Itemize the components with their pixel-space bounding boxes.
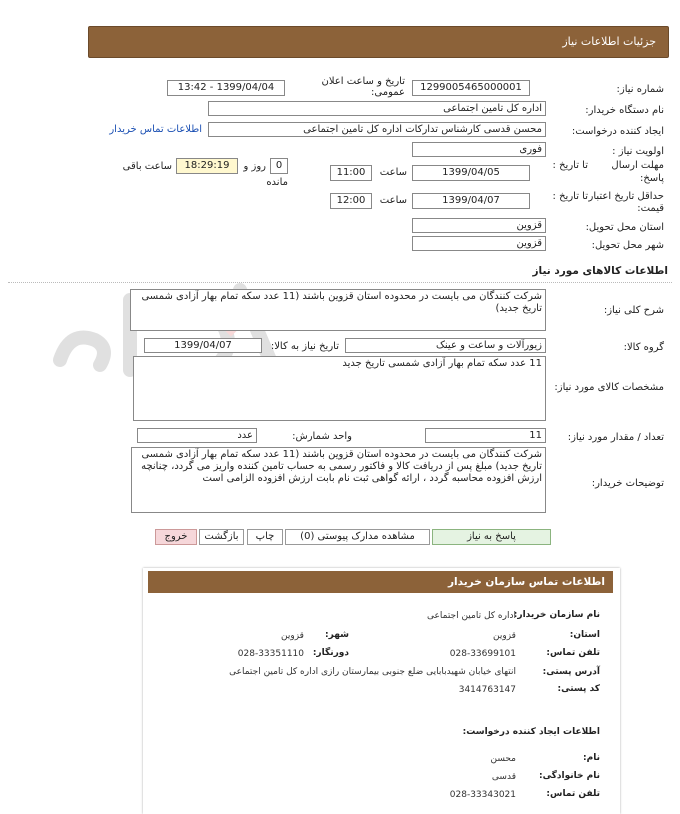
city-field: قزوین	[412, 236, 546, 251]
notes-field: شرکت کنندگان می بایست در محدوده استان قزوین باشند (11 عدد سکه تمام بهار آزادی شمسی تاریخ جدید) مبلغ پس از دریافت کالا و فاکتور رسمی به حساب تامین کننده واریز می گردد، چنانچه ارزش افزوده محاسبه گردد ، ارائه گواهی ثبت نام بابت ارزش افزوده الزامی است	[131, 447, 546, 513]
notes-label: توضیحات خریدار:	[591, 478, 664, 489]
deadline-time-field: 11:00	[330, 165, 372, 181]
goods-group-field: زیورآلات و ساعت و عینک	[345, 338, 546, 353]
back-button[interactable]: بازگشت	[199, 529, 244, 545]
respond-button[interactable]: پاسخ به نیاز	[432, 529, 551, 545]
deadline-label: مهلت ارسال	[611, 160, 664, 171]
contact-org-value: اداره کل تامین اجتماعی	[427, 611, 516, 621]
buyer-org-field: اداره کل تامین اجتماعی	[208, 101, 546, 116]
remaining-time-field: 18:29:19	[176, 158, 238, 174]
validity-label-2: قیمت:	[637, 203, 664, 214]
spec-label: مشخصات کالای مورد نیاز:	[554, 382, 664, 393]
province-field: قزوین	[412, 218, 546, 233]
creator-label: ایجاد کننده درخواست:	[571, 126, 664, 137]
announce-label: تاریخ و ساعت اعلان عمومی:	[321, 76, 405, 98]
buyer-contact-link[interactable]: اطلاعات تماس خریدار	[109, 124, 202, 135]
remaining-label: ساعت باقی	[122, 161, 172, 172]
need-number-field: 1299005465000001	[412, 80, 530, 96]
contact-phone-value: 028-33699101	[449, 649, 516, 659]
creator-info-title: اطلاعات ایجاد کننده درخواست:	[462, 727, 600, 737]
need-date-label: تاریخ نیاز به کالا:	[270, 341, 339, 352]
creator-first-name-value: محسن	[490, 754, 516, 764]
province-label: استان محل تحویل:	[585, 222, 664, 233]
contact-org-label: نام سازمان خریدار:	[513, 610, 600, 620]
unit-label: واحد شمارش:	[292, 431, 352, 442]
validity-to-label: تا تاریخ :	[552, 191, 588, 202]
summary-field: شرکت کنندگان می بایست در محدوده استان قزوین باشند (11 عدد سکه تمام بهار آزادی شمسی تاریخ جدید)	[130, 289, 546, 331]
contact-province-label: استان:	[569, 630, 600, 640]
view-documents-button[interactable]: مشاهده مدارک پیوستی (0)	[285, 529, 430, 545]
buyer-org-label: نام دستگاه خریدار:	[585, 105, 664, 116]
contact-phone-label: تلفن تماس:	[546, 648, 600, 658]
page-header	[88, 26, 669, 58]
contact-fax-value: 028-33351110	[237, 649, 304, 659]
creator-first-name-label: نام:	[583, 753, 600, 763]
deadline-label-2: پاسخ:	[639, 173, 664, 184]
section-divider	[8, 282, 672, 283]
validity-time-field: 12:00	[330, 193, 372, 209]
announce-field: 1399/04/04 - 13:42	[167, 80, 285, 96]
need-date-field: 1399/04/07	[144, 338, 262, 353]
contact-card-title: اطلاعات تماس سازمان خریدار	[448, 576, 605, 588]
city-label: شهر محل تحویل:	[591, 240, 664, 251]
contact-city-value: قزوین	[281, 631, 304, 641]
goods-section-title: اطلاعات کالاهای مورد نیاز	[532, 265, 668, 277]
creator-field: محسن قدسی کارشناس تدارکات اداره کل تامین اجتماعی	[208, 122, 546, 137]
contact-province-value: قزوین	[493, 631, 516, 641]
validity-time-label: ساعت	[379, 195, 407, 206]
deadline-date-field: 1399/04/05	[412, 165, 530, 181]
goods-group-label: گروه کالا:	[623, 342, 664, 353]
need-number-label: شماره نیاز:	[616, 84, 664, 95]
days-remaining-field: 0	[270, 158, 288, 174]
contact-card-header	[148, 571, 613, 593]
contact-city-label: شهر:	[325, 630, 349, 640]
contact-fax-label: دورنگار:	[312, 648, 349, 658]
days-label: روز و	[243, 161, 266, 172]
creator-last-name-label: نام خانوادگی:	[538, 771, 600, 781]
validity-date-field: 1399/04/07	[412, 193, 530, 209]
unit-field: عدد	[137, 428, 257, 443]
exit-button[interactable]: خروج	[155, 529, 197, 545]
spec-field: 11 عدد سکه تمام بهار آزادی شمسی تاریخ جدید	[133, 356, 546, 421]
deadline-to-label: تا تاریخ :	[552, 160, 588, 171]
contact-postal-label: کد پستی:	[557, 684, 600, 694]
qty-field: 11	[425, 428, 546, 443]
priority-field: فوری	[412, 142, 546, 157]
print-button[interactable]: چاپ	[247, 529, 283, 545]
creator-last-name-value: قدسی	[491, 772, 516, 782]
remaining-label-2: مانده	[266, 177, 288, 188]
contact-postal-value: 3414763147	[458, 685, 516, 695]
qty-label: تعداد / مقدار مورد نیاز:	[567, 432, 664, 443]
page-title: جزئیات اطلاعات نیاز	[562, 35, 656, 48]
validity-label: حداقل تاریخ اعتبار	[588, 191, 664, 202]
creator-phone-value: 028-33343021	[449, 790, 516, 800]
contact-address-label: آدرس پستی:	[542, 667, 600, 677]
priority-label: اولویت نیاز :	[612, 146, 664, 157]
deadline-time-label: ساعت	[379, 167, 407, 178]
creator-phone-label: تلفن تماس:	[546, 789, 600, 799]
contact-address-value: انتهای خیابان شهیدبابایی ضلع جنوبی بیمارستان رازی اداره کل تامین اجتماعی	[229, 667, 516, 677]
summary-label: شرح کلی نیاز:	[603, 305, 664, 316]
